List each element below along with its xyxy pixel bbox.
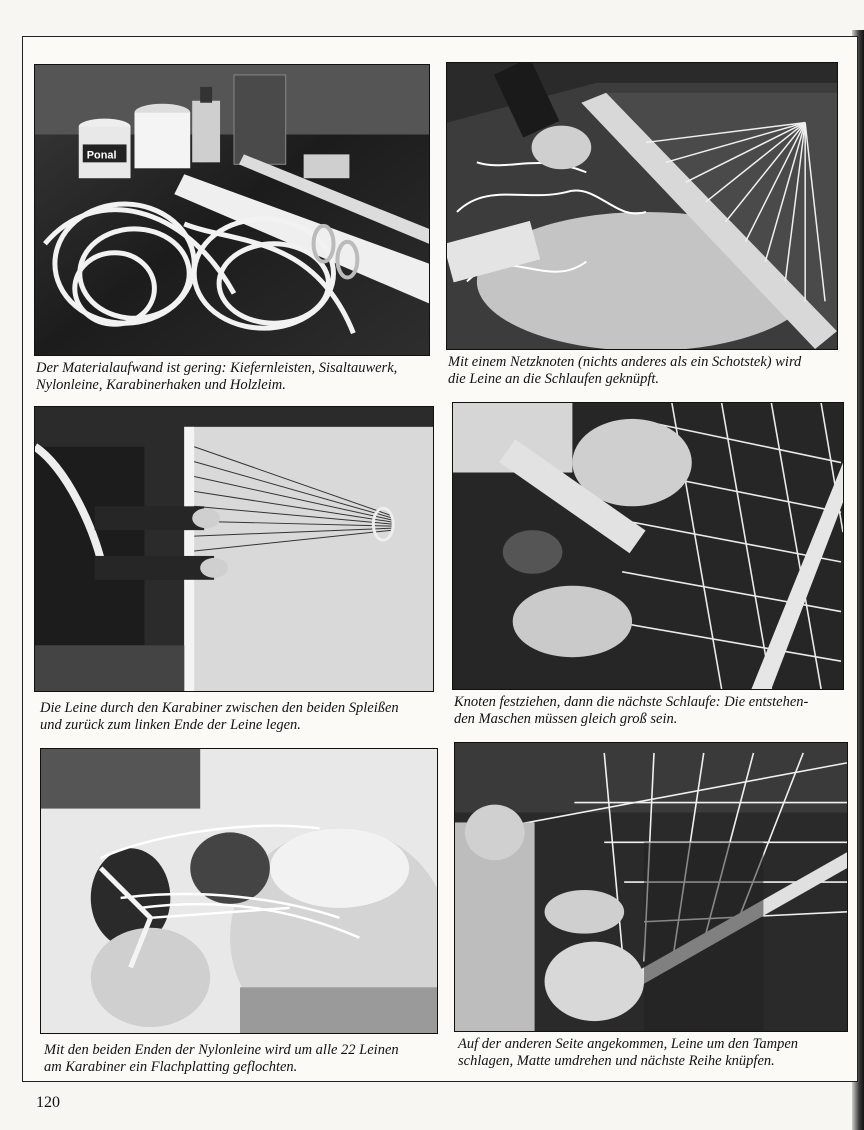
caption-4 [454, 694, 808, 728]
caption-6-line-2: schlagen, Matte umdrehen und nächste Reihe knüpfen. [458, 1053, 775, 1069]
photo-braiding [40, 748, 438, 1034]
caption-6 [458, 1036, 798, 1070]
caption-3 [40, 700, 399, 734]
caption-3-line-1: Die Leine durch den Karabiner zwischen den beiden Spleißen [40, 700, 399, 716]
caption-4-line-2: den Maschen müssen gleich groß sein. [454, 711, 678, 727]
photo-net-knot [446, 62, 838, 350]
photo-carabiner [34, 406, 434, 692]
photo-knotting [452, 402, 844, 690]
caption-3-line-2: und zurück zum linken Ende der Leine legen. [40, 717, 301, 733]
caption-5-line-2: am Karabiner ein Flachplatting geflochten. [44, 1059, 298, 1075]
page-number: 120 [36, 1094, 60, 1111]
ponal-label: Ponal [86, 149, 117, 162]
caption-1-line-1: Der Materialaufwand ist gering: Kiefernleisten, Sisaltauwerk, [36, 360, 398, 376]
caption-5-line-1: Mit den beiden Enden der Nylonleine wird um alle 22 Leinen [44, 1042, 399, 1058]
caption-2 [448, 354, 801, 388]
caption-1 [36, 360, 397, 394]
caption-5 [44, 1042, 399, 1076]
caption-4-line-1: Knoten festziehen, dann die nächste Schlaufe: Die entstehen- [454, 694, 809, 710]
photo-next-row [454, 742, 848, 1032]
photo-materials [34, 64, 430, 356]
caption-2-line-1: Mit einem Netzknoten (nichts anderes als ein Schotstek) wird [448, 354, 802, 370]
caption-2-line-2: die Leine an die Schlaufen geknüpft. [448, 371, 660, 387]
caption-1-line-2: Nylonleine, Karabinerhaken und Holzleim. [36, 377, 286, 393]
caption-6-line-1: Auf der anderen Seite angekommen, Leine um den Tampen [458, 1036, 799, 1052]
